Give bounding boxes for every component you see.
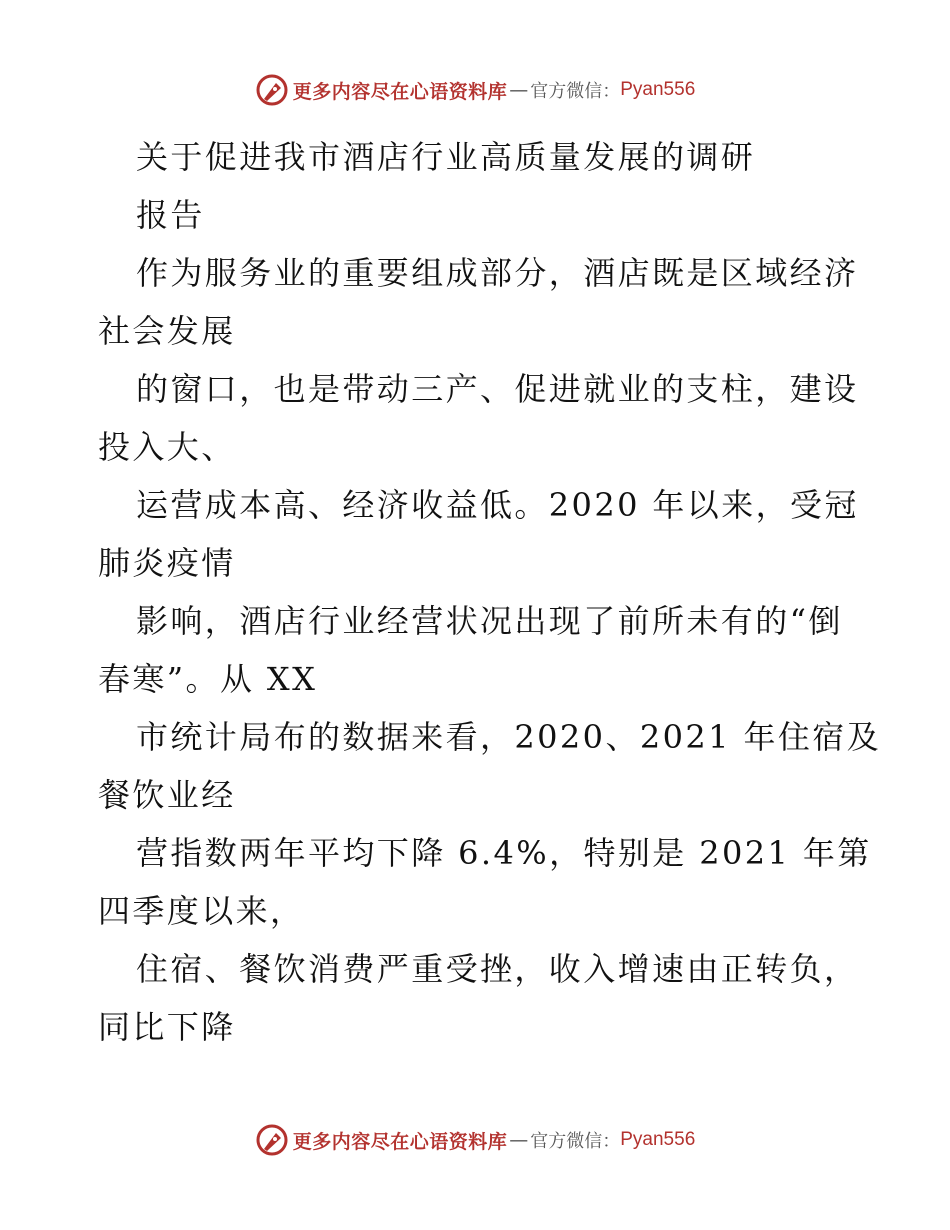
banner-prefix-text: 更多内容尽在心语资料库: [292, 1130, 508, 1153]
pen-nib-logo-icon: [255, 1123, 289, 1157]
paragraph-line: 营指数两年平均下降 6.4%，特别是 2021 年第: [136, 834, 872, 872]
banner-prefix-text: 更多内容尽在心语资料库: [292, 80, 508, 103]
footer-watermark-banner: [0, 1120, 950, 1160]
paragraph-line: 社会发展: [98, 312, 236, 350]
banner-label-text: 官方微信：: [530, 1131, 621, 1152]
header-watermark-banner: [0, 70, 950, 110]
document-title-line-1: 关于促进我市酒店行业高质量发展的调研: [136, 138, 756, 176]
paragraph-line: 运营成本高、经济收益低。2020 年以来，受冠: [136, 486, 859, 524]
paragraph-line: 住宿、餐饮消费严重受挫，收入增速由正转负，: [136, 950, 859, 988]
paragraph-line: 餐饮业经: [98, 776, 236, 814]
banner-dash: —: [509, 79, 529, 101]
paragraph-line: 作为服务业的重要组成部分，酒店既是区域经济: [136, 254, 859, 292]
paragraph-line: 同比下降: [98, 1008, 236, 1046]
banner-dash: —: [509, 1129, 529, 1151]
paragraph-line: 的窗口，也是带动三产、促进就业的支柱，建设: [136, 370, 859, 408]
banner-account-id: Pyan556: [620, 1129, 696, 1150]
document-body: [98, 128, 882, 1056]
paragraph-line: 肺炎疫情: [98, 544, 236, 582]
document-title-line-2: 报告: [136, 196, 205, 234]
paragraph-line: 投入大、: [98, 428, 236, 466]
paragraph-line: 春寒”。从 XX: [98, 660, 318, 698]
banner-account-id: Pyan556: [620, 79, 696, 100]
paragraph-line: 市统计局布的数据来看，2020、2021 年住宿及: [136, 718, 882, 756]
pen-nib-logo-icon: [255, 73, 289, 107]
paragraph-line: 四季度以来，: [98, 892, 305, 930]
banner-label-text: 官方微信：: [530, 81, 621, 102]
paragraph-line: 影响，酒店行业经营状况出现了前所未有的“倒: [136, 602, 843, 640]
